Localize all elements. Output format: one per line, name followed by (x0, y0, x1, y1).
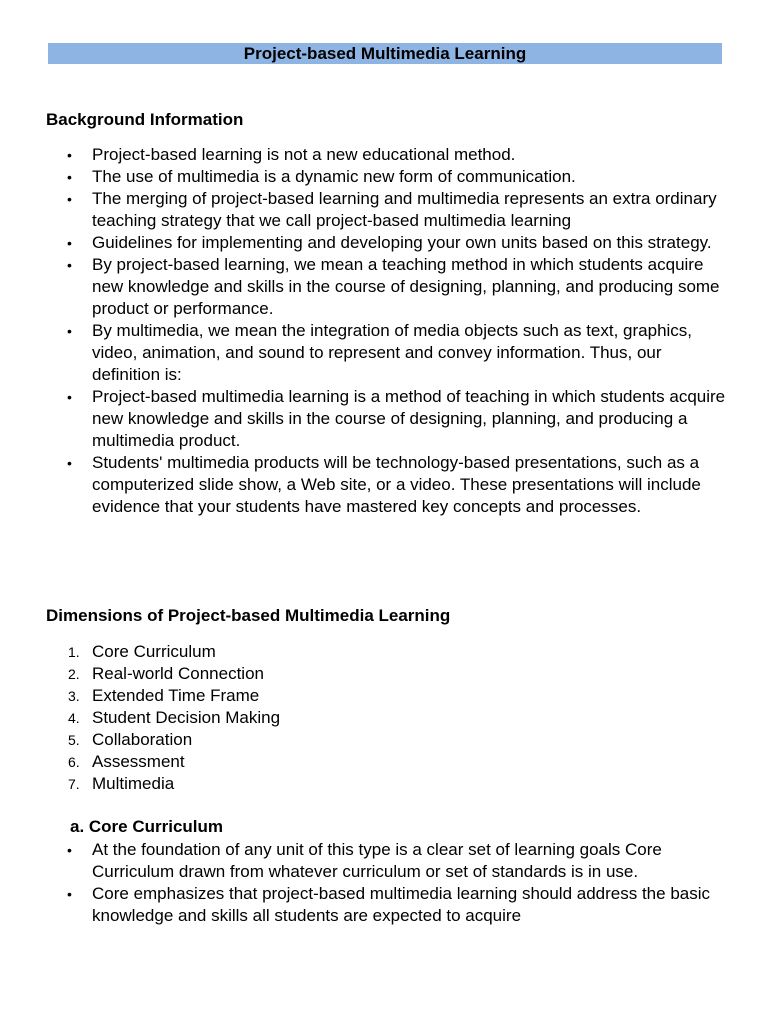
list-number: 3. (68, 688, 80, 704)
list-item-text: At the foundation of any unit of this type is a clear set of learning goals Core Curriculum drawn from whatever curriculum or set of standards is in use. (92, 840, 662, 881)
list-item-text: Collaboration (92, 730, 193, 749)
list-item (0, 751, 768, 773)
list-item-text: By multimedia, we mean the integration of media objects such as text, graphics, video, animation, and sound to represent and convey information. Thus, our definition is: (92, 321, 693, 384)
list-item-text: Core emphasizes that project-based multimedia learning should address the basic knowledge and skills all students are expected to acquire (92, 884, 711, 925)
list-item-text: Guidelines for implementing and developing your own units based on this strategy. (92, 233, 712, 252)
list-item (0, 188, 768, 232)
core-curriculum-heading: a. Core Curriculum (70, 817, 224, 836)
list-item (0, 707, 768, 729)
bullet-marker: • (67, 235, 72, 251)
list-number: 2. (68, 666, 80, 682)
bullet-marker: • (67, 389, 72, 405)
list-item (0, 773, 768, 795)
list-item-text: Multimedia (92, 774, 175, 793)
bullet-marker: • (67, 886, 72, 902)
document-title: Project-based Multimedia Learning (48, 43, 722, 64)
list-item (0, 839, 768, 883)
list-item-text: Project-based learning is not a new educational method. (92, 145, 516, 164)
list-item (0, 166, 768, 188)
list-item-text: Students' multimedia products will be technology-based presentations, such as a computerized slide show, a Web site, or a video. These presentations will include evidence that your students have mastered key concepts and processes. (92, 453, 701, 516)
list-item (0, 729, 768, 751)
bullet-marker: • (67, 323, 72, 339)
list-item-text: Assessment (92, 752, 185, 771)
list-item (0, 883, 768, 927)
bullet-marker: • (67, 842, 72, 858)
list-item-text: Real-world Connection (92, 664, 264, 683)
bullet-marker: • (67, 147, 72, 163)
list-item (0, 641, 768, 663)
list-item-text: Core Curriculum (92, 642, 216, 661)
list-number: 1. (68, 644, 80, 660)
bullet-marker: • (67, 191, 72, 207)
list-item-text: Extended Time Frame (92, 686, 260, 705)
list-item (0, 254, 768, 320)
bullet-marker: • (67, 169, 72, 185)
bullet-marker: • (67, 455, 72, 471)
core-curriculum-list (0, 839, 768, 927)
list-number: 7. (68, 776, 80, 792)
list-item-text: By project-based learning, we mean a teaching method in which students acquire new knowledge and skills in the course of designing, planning, and producing some product or performance. (92, 255, 720, 318)
list-item-text: The use of multimedia is a dynamic new form of communication. (92, 167, 576, 186)
list-item (0, 685, 768, 707)
list-item-text: Project-based multimedia learning is a method of teaching in which students acquire new knowledge and skills in the course of designing, planning, and producing a multimedia product. (92, 387, 726, 450)
background-list (0, 144, 768, 518)
list-number: 4. (68, 710, 80, 726)
background-heading: Background Information (46, 110, 244, 129)
dimensions-heading: Dimensions of Project-based Multimedia Learning (46, 606, 451, 625)
list-number: 6. (68, 754, 80, 770)
list-item (0, 386, 768, 452)
list-item (0, 144, 768, 166)
dimensions-list (0, 641, 768, 795)
list-item (0, 663, 768, 685)
list-item (0, 320, 768, 386)
list-item (0, 452, 768, 518)
list-item-text: The merging of project-based learning and multimedia represents an extra ordinary teaching strategy that we call project-based multimedia learning (92, 189, 717, 230)
bullet-marker: • (67, 257, 72, 273)
list-number: 5. (68, 732, 80, 748)
list-item (0, 232, 768, 254)
list-item-text: Student Decision Making (92, 708, 281, 727)
